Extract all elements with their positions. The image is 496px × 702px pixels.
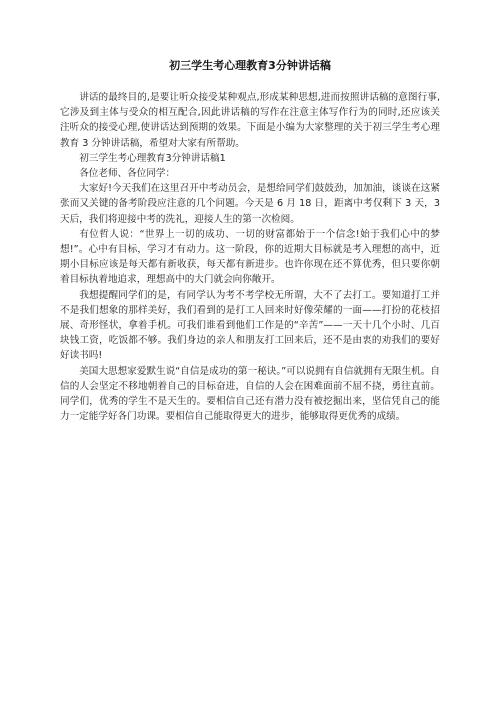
paragraph-reminder: 我想提醒同学们的是，有同学认为考不考学校无所谓，大不了去打工。要知道打工并不是我们想象的那样美好，我们看到的是打工人回来时好像荣耀的一面——打扮的花枝招展、奇形怪状，拿着手机。可我们谁看到他们工作是的“辛苦”——一天十几个小时、几百块钱工资，吃饭都不够。我们身边的亲人和朋友打工回来后，还不是由衷的劝我们的要好好读书吗!	[60, 289, 440, 362]
paragraph-confidence: 美国大思想家爱默生说“自信是成功的第一秘诀。”可以说拥有自信就拥有无限生机。自信的人会坚定不移地朝着自己的目标奋进，自信的人会在困难面前不屈不挠，勇往直前。同学们，优秀的学生不是天生的。要相信自己还有潜力没有被挖掘出来，坚信凭自己的能力一定能学好各门功课。要相信自己能取得更大的进步，能够取得更优秀的成绩。	[60, 365, 440, 423]
document-title: 初三学生考心理教育3分钟讲话稿	[169, 59, 331, 72]
paragraph-opening: 大家好!今天我们在这里召开中考动员会，是想给同学们鼓鼓劲，加加油，谈谈在这紧张而又关键的备考阶段应注意的几个问题。今天是 6 月 18 日，距离中考仅剩下 3 天，3 天后，我们将迎接中考的洗礼，迎接人生的第一次检阅。	[60, 183, 440, 225]
paragraph-speech-heading: 初三学生考心理教育3分钟讲话稿1	[79, 152, 226, 164]
paragraph-goal: 有位哲人说：“世界上一切的成功、一切的财富都始于一个信念!始于我们心中的梦想!”。心中有目标，学习才有动力。这一阶段，你的近期大目标就是考入理想的高中，近期小目标应该是每天都有新收获，每天都有新进步。也许你现在还不算优秀，但只要你朝着目标执着地追求，理想高中的大门就会向你敞开。	[60, 228, 440, 286]
document-page	[60, 58, 440, 424]
paragraph-greeting: 各位老师、各位同学：	[79, 168, 176, 180]
paragraph-intro: 讲话的最终目的,是要让听众接受某种观点,形成某种思想,进而按照讲话稿的意图行事,它涉及到主体与受众的相互配合,因此讲话稿的写作在注意主体写作行为的同时,还应该关注听众的接受心理,使讲话达到预期的效果。下面是小编为大家整理的关于初三学生考心理教育 3 分钟讲话稿，希望对大家有所帮助。	[60, 92, 440, 149]
